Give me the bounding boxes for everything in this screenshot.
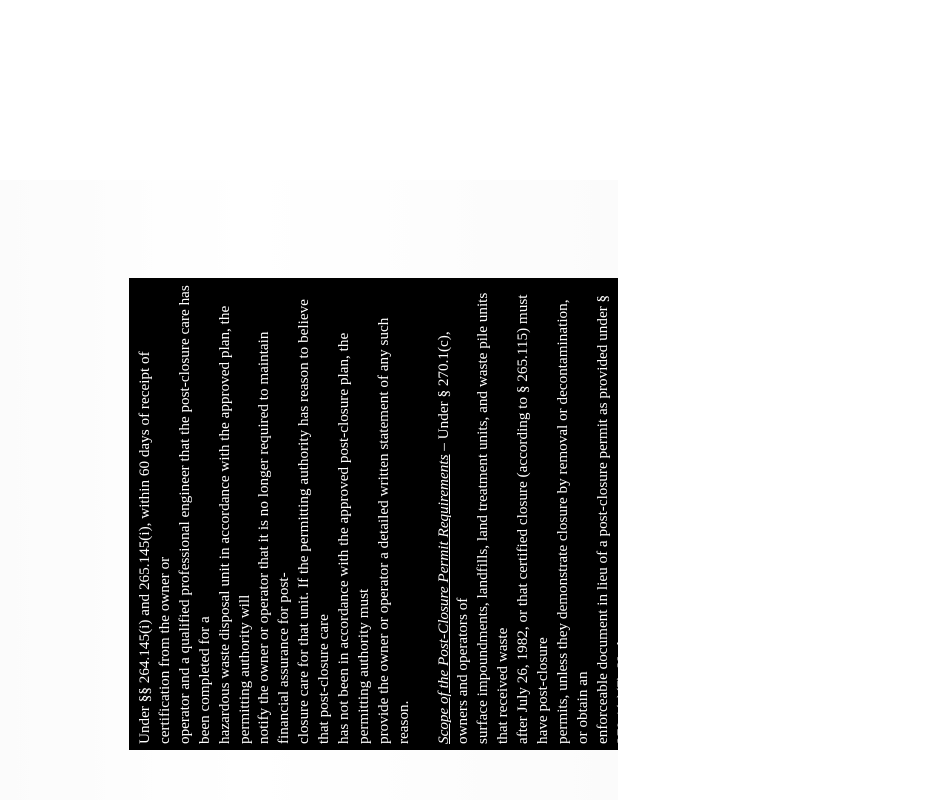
text-line: monitoring information for a period of at least three years from the date of sample, measurement, bbox=[772, 292, 810, 744]
text-line: operator and a qualified professional engineer that the post-closure care has been completed for a bbox=[175, 285, 213, 744]
text-line: after July 26, 1982, or that certified closure (according to § 265.115) must have post-closure bbox=[514, 294, 552, 744]
paragraph-spacer bbox=[414, 284, 434, 744]
text-line: must be maintained for the active life of the facility, and for disposal facilities for the entire post- bbox=[892, 327, 930, 744]
text-line: Under §§ 264.145(i) and 265.145(i), within 60 days of receipt of certification from the owner or bbox=[136, 351, 173, 744]
rotated-content bbox=[129, 278, 950, 750]
text-line: notify the owner or operator that it is no longer required to maintain financial assurance for post- bbox=[255, 331, 293, 744]
text-line: § 270.10(h), if a permittee has an effective permit and they want to renew it, they must submit a bbox=[633, 296, 671, 744]
text-line: new application at least 180 days before the expiration date of the effective permit. bbox=[673, 287, 711, 744]
section-heading: Monitoring and Records bbox=[733, 595, 751, 744]
text-line bbox=[434, 284, 474, 744]
paragraph-financial-assurance bbox=[135, 284, 414, 744]
text-line: permits, unless they demonstrate closure by removal or decontamination, or obtain an bbox=[554, 299, 591, 744]
text-line: surface impoundments, landfills, land treatment units, and waste pile units that received waste bbox=[474, 292, 512, 744]
heading-continuation: – Under § 270.30(j)(2), the permittee must retain records of all bbox=[733, 294, 771, 744]
text-line: Records from all groundwater monitoring wells and associated groundwater surface elevations bbox=[852, 362, 890, 744]
text-line bbox=[732, 284, 772, 744]
text-line: report, or certification, unless extended by request of the permitting authority at any time. bbox=[812, 333, 850, 744]
text-line: has not been in accordance with the approved post-closure plan, the permitting authority must bbox=[335, 332, 372, 744]
text-line: enforceable document in lieu of a post-closure permit as provided under § 270.1(c)(7). Under bbox=[593, 294, 631, 744]
section-heading: Scope of the Post-Closure Permit Requirements bbox=[434, 454, 452, 744]
paragraph-post-closure-scope bbox=[434, 284, 713, 744]
rotated-text-block bbox=[129, 278, 950, 750]
heading-continuation: – Under § 270.1(c), owners and operators of bbox=[434, 331, 472, 744]
text-line: hazardous waste disposal unit in accordance with the approved plan, the permitting authority will bbox=[215, 305, 253, 744]
text-line: closure care for that unit. If the permitting authority has reason to believe that post-closure care bbox=[295, 299, 333, 744]
paragraph-monitoring-records bbox=[732, 284, 951, 744]
paragraph-spacer bbox=[712, 284, 732, 744]
document-body bbox=[129, 278, 951, 750]
text-line: provide the owner or operator a detailed written statement of any such reason. bbox=[374, 317, 412, 744]
text-line: closure care period. bbox=[932, 624, 950, 744]
